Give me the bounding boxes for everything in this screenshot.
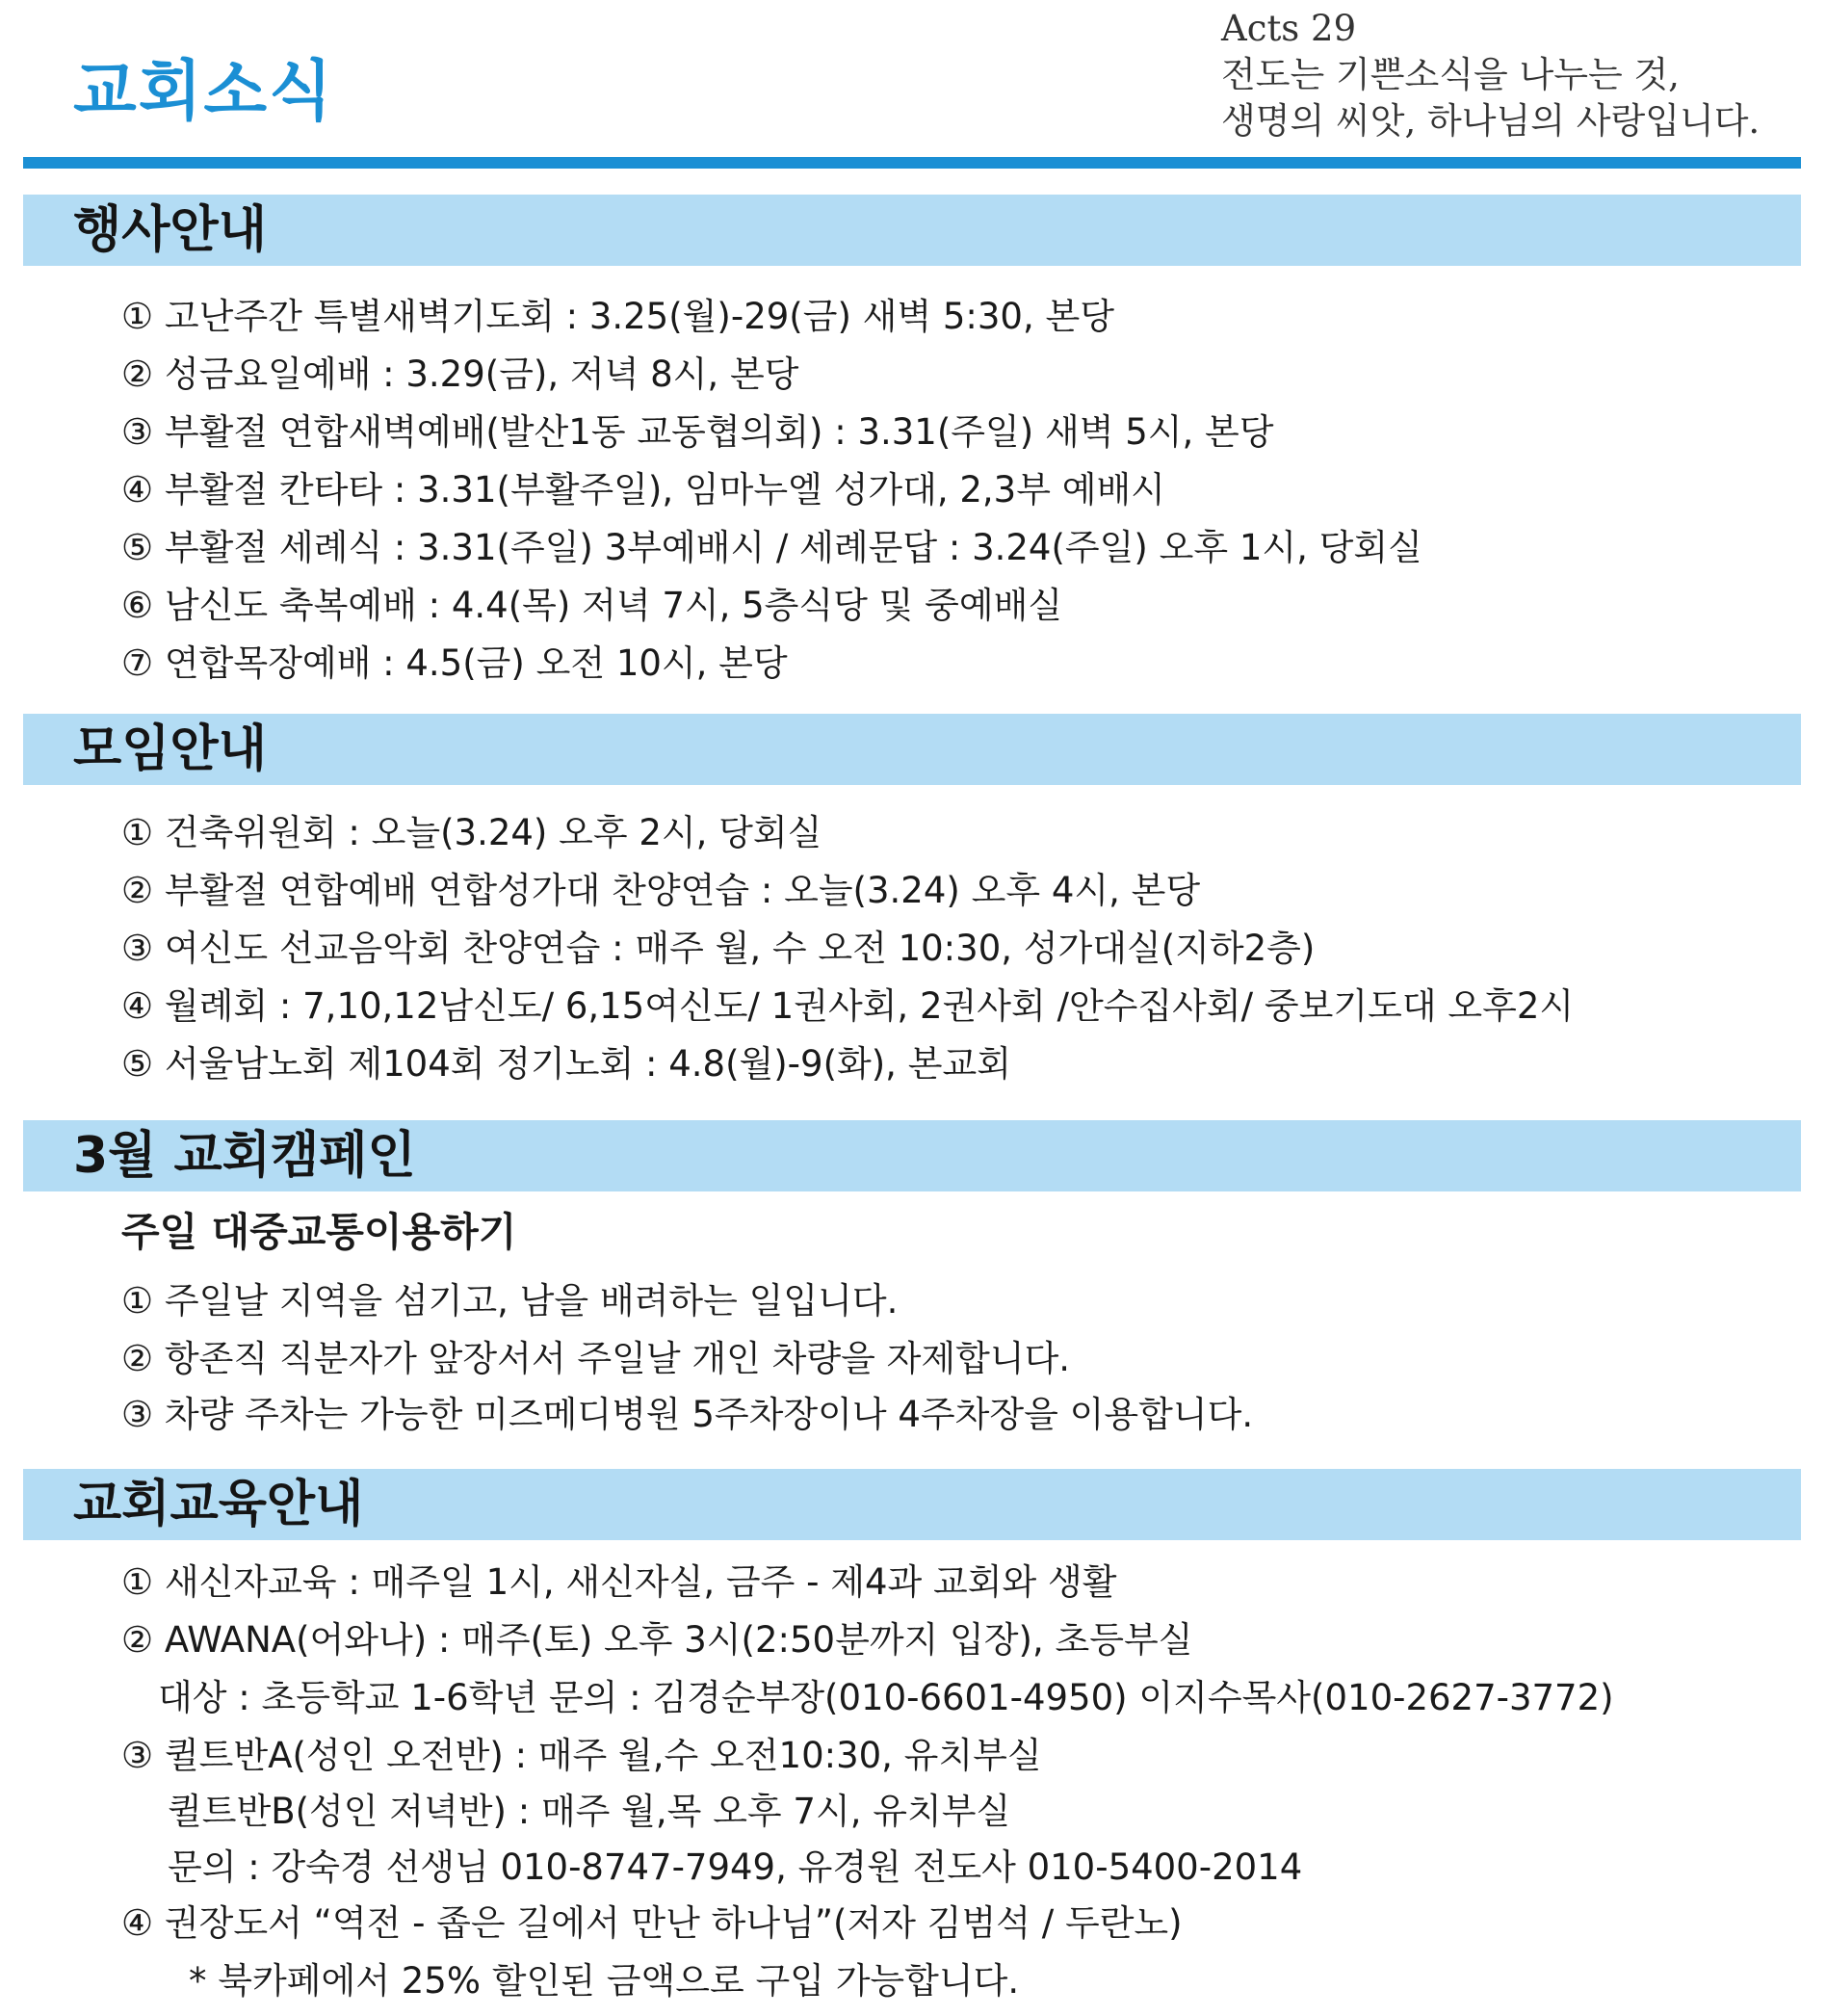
events-item: ⑦ 연합목장예배 : 4.5(금) 오전 10시, 본당: [121, 642, 788, 684]
events-item: ① 고난주간 특별새벽기도회 : 3.25(월)-29(금) 새벽 5:30, 본당: [121, 296, 1114, 337]
education-item-detail: 대상 : 초등학교 1-6학년 문의 : 김경순부장(010-6601-4950) 이지수목사(010-2627-3772): [158, 1677, 1614, 1718]
title-divider: [23, 157, 1801, 169]
meetings-item: ① 건축위원회 : 오늘(3.24) 오후 2시, 당회실: [121, 812, 822, 853]
page-title: 교회소식: [73, 54, 334, 130]
verse-line-2: 생명의 씨앗, 하나님의 사랑입니다.: [1221, 100, 1761, 142]
meetings-item: ③ 여신도 선교음악회 찬양연습 : 매주 월, 수 오전 10:30, 성가대실(지하2층): [121, 928, 1316, 969]
meetings-section-title: 모임안내: [73, 720, 267, 778]
verse-block: [1221, 6, 1760, 144]
events-item: ⑥ 남신도 축복예배 : 4.4(목) 저녁 7시, 5층식당 및 중예배실: [121, 585, 1063, 626]
events-item: ④ 부활절 칸타타 : 3.31(부활주일), 임마누엘 성가대, 2,3부 예배시: [121, 469, 1165, 511]
campaign-section-title: 3월 교회캠페인: [73, 1127, 416, 1185]
meetings-item: ④ 월례회 : 7,10,12남신도/ 6,15여신도/ 1권사회, 2권사회 /안수집사회/ 중보기도대 오후2시: [121, 985, 1575, 1027]
education-item-detail: 문의 : 강숙경 선생님 010-8747-7949, 유경원 전도사 010-5400-2014: [168, 1846, 1303, 1888]
meetings-item: ② 부활절 연합예배 연합성가대 찬양연습 : 오늘(3.24) 오후 4시, 본당: [121, 870, 1201, 911]
events-item: ③ 부활절 연합새벽예배(발산1동 교동협의회) : 3.31(주일) 새벽 5시, 본당: [121, 411, 1274, 453]
events-section-header: [23, 195, 1801, 266]
campaign-item: ③ 차량 주차는 가능한 미즈메디병원 5주차장이나 4주차장을 이용합니다.: [121, 1394, 1254, 1435]
education-section-title: 교회교육안내: [73, 1476, 364, 1533]
verse-reference: Acts 29: [1221, 8, 1357, 49]
education-section-header: [23, 1469, 1801, 1540]
education-item-detail: 퀼트반B(성인 저녁반) : 매주 월,목 오후 7시, 유치부실: [168, 1791, 1011, 1832]
campaign-subtitle: 주일 대중교통이용하기: [121, 1209, 517, 1255]
education-item: ① 새신자교육 : 매주일 1시, 새신자실, 금주 - 제4과 교회와 생활: [121, 1561, 1117, 1603]
meetings-item: ⑤ 서울남노회 제104회 정기노회 : 4.8(월)-9(화), 본교회: [121, 1043, 1011, 1085]
education-item: ② AWANA(어와나) : 매주(토) 오후 3시(2:50분까지 입장), 초등부실: [121, 1619, 1193, 1661]
events-item: ② 성금요일예배 : 3.29(금), 저녁 8시, 본당: [121, 353, 799, 395]
meetings-section-header: [23, 714, 1801, 785]
education-item-note: * 북카페에서 25% 할인된 금액으로 구입 가능합니다.: [189, 1960, 1020, 2002]
campaign-item: ① 주일날 지역을 섬기고, 남을 배려하는 일입니다.: [121, 1280, 899, 1322]
education-item: ③ 퀼트반A(성인 오전반) : 매주 월,수 오전10:30, 유치부실: [121, 1735, 1042, 1776]
campaign-section-header: [23, 1120, 1801, 1191]
campaign-item: ② 항존직 직분자가 앞장서서 주일날 개인 차량을 자제합니다.: [121, 1338, 1071, 1379]
events-item: ⑤ 부활절 세례식 : 3.31(주일) 3부예배시 / 세례문답 : 3.24(주일) 오후 1시, 당회실: [121, 527, 1422, 568]
events-section-title: 행사안내: [73, 201, 267, 259]
verse-line-1: 전도는 기쁜소식을 나누는 것,: [1221, 54, 1680, 95]
education-item: ④ 권장도서 “역전 - 좁은 길에서 만난 하나님”(저자 김범석 / 두란노): [121, 1902, 1183, 1944]
